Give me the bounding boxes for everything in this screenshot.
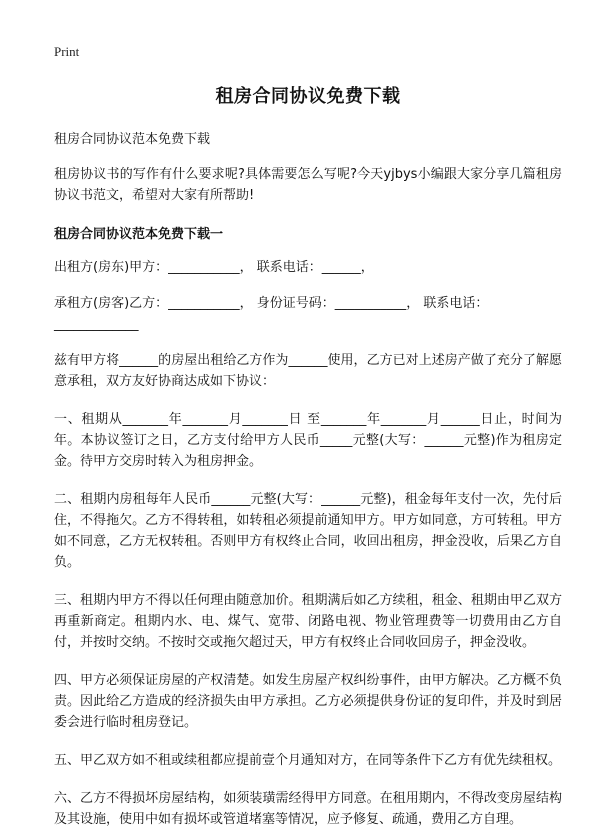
clause-2: 二、租期内房租每年人民币______元整(大写：______元整)，租金每年支付一次，先付后住，不得拖欠。乙方不得转租，如转租必须提前通知甲方。甲方如同意，方可转租。甲方如不同意，乙方无权转租。否则甲方有权终止合同，收回出租房，押金没收，后果乙方自负。 [54,492,562,570]
clause-3: 三、租期内甲方不得以任何理由随意加价。租期满后如乙方续租，租金、租期由甲乙双方再重新商定。租期内水、电、煤气、宽带、闭路电视、物业管理费等一切费用由乙方自付，并按时交纳。不按时交或拖欠超过天，甲方有权终止合同收回房子，押金没收。 [54,593,562,650]
section-heading: 租房合同协议范本免费下载一 [54,227,224,242]
document-title: 租房合同协议免费下载 [215,86,401,107]
lessor-line: 出租方(房东)甲方：___________， 联系电话：______， [54,260,374,275]
clause-6: 六、乙方不得损坏房屋结构，如须装璜需经得甲方同意。在租用期内，不得改变房屋结构及其设施，使用中如有损坏或管道堵塞等情况，应予修复、疏通，费用乙方自理。 [54,791,562,827]
clause-4: 四、甲方必须保证房屋的产权清楚。如发生房屋产权纠纷事件，由甲方解决。乙方概不负责。因此给乙方造成的经济损失由甲方承担。乙方必须提供身份证的复印件，并及时到居委会进行临时租房登记。 [54,673,562,730]
clause-1: 一、租期从_______年_______月_______日 至_______年_______月______日止，时间为年。本协议签订之日，乙方支付给甲方人民币_____元整(大写：______元整)作为租房定金。待甲方交房时转入为租房押金。 [54,412,562,469]
document-subtitle: 租房合同协议范本免费下载 [54,132,211,147]
preamble-paragraph: 兹有甲方将______的房屋出租给乙方作为______使用，乙方已对上述房产做了充分了解愿意承租，双方友好协商达成如下协议： [54,353,562,389]
lessee-line: 承租方(房客)乙方：___________， 身份证号码：___________， 联系电话：_____________ [54,296,489,332]
intro-paragraph: 租房协议书的写作有什么要求呢?具体需要怎么写呢?今天yjbys小编跟大家分享几篇租房协议书范文，希望对大家有所帮助! [54,167,562,203]
print-label: Print [54,44,80,59]
clause-5: 五、甲乙双方如不租或续租都应提前壹个月通知对方，在同等条件下乙方有优先续租权。 [54,753,562,768]
